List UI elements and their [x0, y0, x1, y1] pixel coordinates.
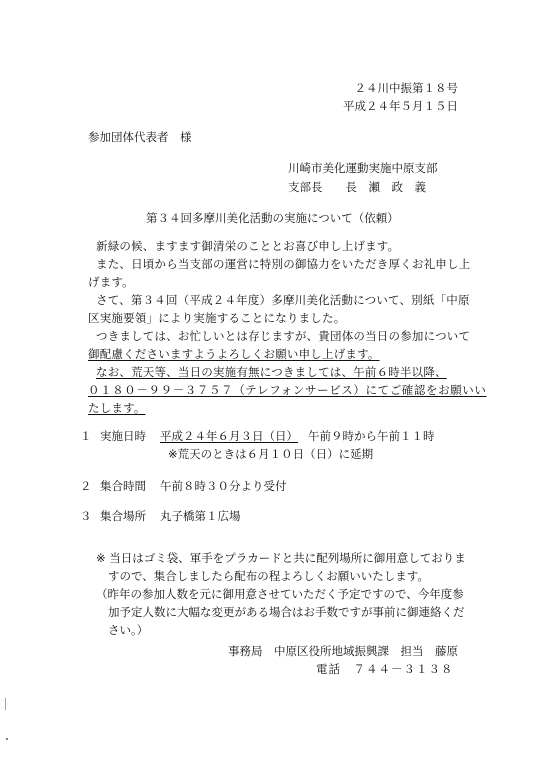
item-label: 集合場所	[100, 509, 146, 523]
rain-date-note: ※荒天のときは６月１０日（日）に延期	[168, 447, 374, 461]
scan-artifact	[6, 738, 8, 740]
item-label: 集合時間	[100, 479, 146, 493]
note-line: （昨年の参加人数を元に御用意させていただく予定ですので、今年度参	[96, 587, 464, 601]
body-line: 区実施要領」により実施することになりました。	[88, 311, 346, 325]
document-date: 平成２４年５月１５日	[343, 99, 458, 113]
sender-organization: 川崎市美化運動実施中原支部	[288, 161, 438, 175]
body-line: なお、荒天等、当日の実施有無につきましては、午前６時半以降、	[96, 365, 447, 379]
note-line: 加予定人数に大幅な変更がある場合はお手数ですが事前に御連絡くだ	[108, 605, 465, 619]
event-date: 平成２４年６月３日（日）	[160, 429, 298, 443]
body-line: げます。	[88, 275, 134, 289]
body-line: 御配慮くださいますようよろしくお願い申し上げます。	[88, 347, 380, 361]
body-line: ０１８０－９９－３７５７（テレフォンサービス）にてご確認をお願いい	[88, 383, 487, 397]
note-line: ※ 当日はゴミ袋、軍手をプラカードと共に配列場所に御用意しておりま	[96, 551, 466, 565]
body-line: また、日頃から当支部の運営に特別の御協力をいただき厚くお礼申し上	[96, 257, 471, 271]
scan-artifact	[5, 698, 6, 710]
item-number: ３	[80, 509, 92, 523]
addressee: 参加団体代表者 様	[88, 130, 192, 144]
sender-name: 支部長 長 瀬 政 義	[288, 180, 426, 194]
gathering-place: 丸子橋第１広場	[160, 509, 241, 523]
body-line: つきましては、お忙しいとは存じますが、貴団体の当日の参加について	[96, 329, 471, 343]
body-line: 新緑の候、ますます御清栄のこととお喜び申し上げます。	[96, 239, 400, 253]
phone-number: 電話 ７４４－３１３８	[316, 662, 454, 676]
note-line: すので、集合しましたら配布の程よろしくお願いいたします。	[108, 569, 429, 583]
item-label: 実施日時	[100, 429, 146, 443]
item-number: １	[80, 429, 92, 443]
office-contact: 事務局 中原区役所地域振興課 担当 藤原	[228, 644, 458, 658]
document-title: 第３４回多摩川美化活動の実施について（依頼）	[146, 211, 399, 225]
body-line: たします。	[88, 401, 146, 415]
item-number: ２	[80, 479, 92, 493]
document-number: ２４川中振第１８号	[354, 81, 458, 95]
gathering-time: 午前８時３０分より受付	[160, 479, 287, 493]
body-line: さて、第３４回（平成２４年度）多摩川美化活動について、別紙「中原	[96, 293, 470, 307]
event-time: 午前９時から午前１１時	[308, 429, 435, 443]
note-line: さい。）	[108, 623, 149, 637]
